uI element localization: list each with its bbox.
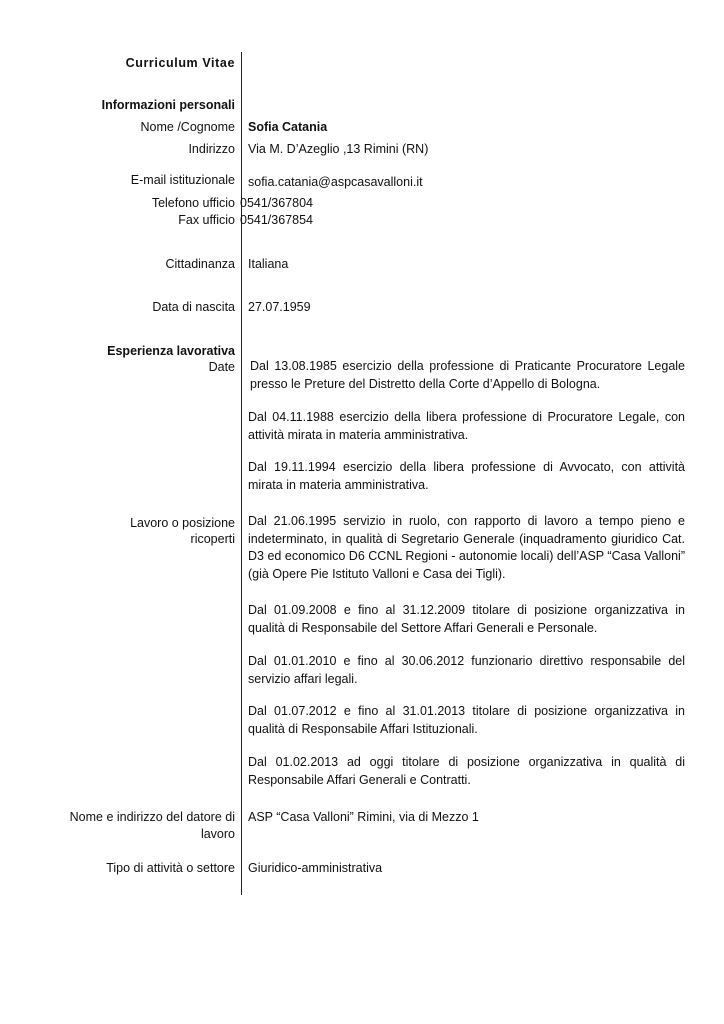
position-entry: Dal 01.02.2013 ad oggi titolare di posizione organizzativa in qualità di Responsabile Affari Generali e Contratti. bbox=[248, 755, 685, 787]
date-entry: Dal 19.11.1994 esercizio della libera professione di Avvocato, con attività mirata in materia amministrativa. bbox=[248, 460, 685, 492]
fax-value: 0541/367854 bbox=[240, 213, 313, 227]
phone-value: 0541/367804 bbox=[240, 196, 313, 210]
position-entry: Dal 01.07.2012 e fino al 31.01.2013 titolare di posizione organizzativa in qualità di Responsabile Affari Istituzionali. bbox=[248, 704, 685, 736]
email-label: E-mail istituzionale bbox=[130, 173, 235, 187]
position-entry: Dal 01.01.2010 e fino al 30.06.2012 funzionario direttivo responsabile del servizio affari legali. bbox=[248, 654, 685, 686]
sector-label: Tipo di attività o settore bbox=[106, 861, 235, 875]
employer-label-continued: lavoro bbox=[200, 827, 235, 841]
citizenship-label: Cittadinanza bbox=[165, 257, 235, 271]
position-entry: Dal 21.06.1995 servizio in ruolo, con rapporto di lavoro a tempo pieno e indeterminato, in qualità di Segretario Generale (inquadramento giuridico Cat. D3 ed economico D6 CCNL Regioni - autonomie locali) dell’ASP “Casa Valloni” (già Opere Pie Istituto Valloni e Casa dei Tigli). bbox=[248, 514, 685, 581]
employer-value: ASP “Casa Valloni” Rimini, via di Mezzo 1 bbox=[248, 810, 479, 824]
employer-label: Nome e indirizzo del datore di bbox=[69, 810, 235, 824]
column-divider bbox=[241, 52, 242, 895]
personal-section-heading: Informazioni personali bbox=[101, 98, 235, 112]
birthdate-value: 27.07.1959 bbox=[248, 300, 311, 314]
position-entry: Dal 01.09.2008 e fino al 31.12.2009 titolare di posizione organizzativa in qualità di Responsabile del Settore Affari Generali e Personale. bbox=[248, 603, 685, 635]
fax-label: Fax ufficio bbox=[178, 213, 235, 227]
date-entry: Dal 04.11.1988 esercizio della libera professione di Procuratore Legale, con attività mirata in materia amministrativa. bbox=[248, 410, 685, 442]
address-label: Indirizzo bbox=[188, 142, 235, 156]
work-section-heading: Esperienza lavorativa bbox=[107, 344, 235, 358]
name-value: Sofia Catania bbox=[248, 120, 328, 134]
phone-label: Telefono ufficio bbox=[151, 196, 235, 210]
name-label: Nome /Cognome bbox=[140, 120, 235, 134]
date-entry: Dal 13.08.1985 esercizio della professione di Praticante Procuratore Legale presso le Preture del Distretto della Corte d’Appello di Bologna. bbox=[250, 359, 685, 391]
citizenship-value: Italiana bbox=[248, 257, 289, 271]
position-label-continued: ricoperti bbox=[190, 532, 235, 546]
address-value: Via M. D’Azeglio ,13 Rimini (RN) bbox=[248, 142, 429, 156]
position-label: Lavoro o posizione bbox=[130, 516, 235, 530]
birthdate-label: Data di nascita bbox=[152, 300, 235, 314]
sector-value: Giuridico-amministrativa bbox=[248, 861, 383, 875]
dates-label: Date bbox=[208, 360, 235, 374]
document-title: Curriculum Vitae bbox=[125, 56, 235, 70]
email-value: sofia.catania@aspcasavalloni.it bbox=[248, 175, 423, 189]
